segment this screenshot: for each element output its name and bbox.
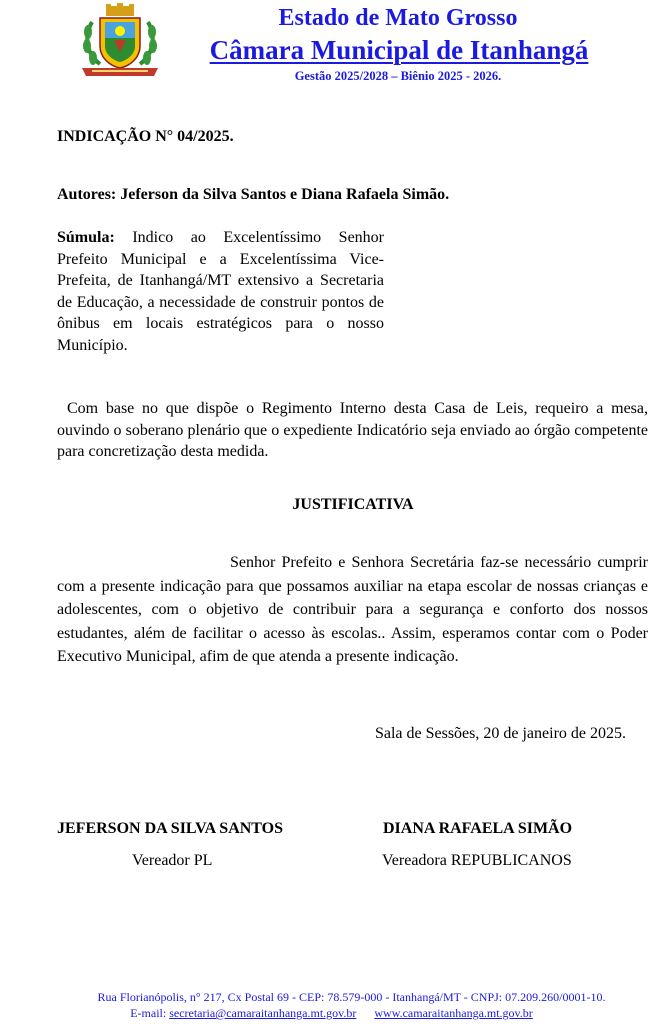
footer-email-label: E-mail: xyxy=(130,1006,170,1020)
header-term: Gestão 2025/2028 – Biênio 2025 - 2026. xyxy=(294,69,502,83)
signature-role-1: Vereador PL xyxy=(132,852,213,869)
footer-contacts xyxy=(0,1006,663,1020)
signature-name-1: JEFERSON DA SILVA SANTOS xyxy=(57,820,284,837)
header-state: Estado de Mato Grosso xyxy=(278,5,518,31)
sumula-label: Súmula: xyxy=(57,229,115,246)
justification-paragraph: Senhor Prefeito e Senhora Secretária faz-se necessário cumprir com a presente indicação para que possamos auxiliar na etapa escolar de nossas crianças e adolescentes, com o objetivo de contribuir para a segurança e conforto dos nossos estudantes, além de facilitar o acesso às escolas.. Assim, esperamos contar com o Poder Executivo Municipal, afim de que atenda a presente indicação. xyxy=(57,554,648,666)
document-authors: Autores: Jeferson da Silva Santos e Diana Rafaela Simão. xyxy=(57,186,450,203)
signature-role-2: Vereadora REPUBLICANOS xyxy=(382,852,572,869)
place-date: Sala de Sessões, 20 de janeiro de 2025. xyxy=(374,725,626,742)
footer-website-link[interactable]: www.camaraitanhanga.mt.gov.br xyxy=(374,1006,533,1020)
footer-email-link[interactable]: secretaria@camaraitanhanga.mt.gov.br xyxy=(169,1006,357,1020)
municipal-coat-of-arms-icon xyxy=(78,2,162,82)
sumula-text: Indico ao Excelentíssimo Senhor Prefeito Municipal e a Excelentíssima Vice-Prefeita, de Itanhangá/MT extensivo a Secretaria de Educação, a necessidade de construir pontos de ônibus em locais estratégicos para o nosso Município. xyxy=(57,229,384,354)
header-chamber-name: Câmara Municipal de Itanhangá xyxy=(209,35,589,65)
request-paragraph: Com base no que dispõe o Regimento Interno desta Casa de Leis, requeiro a mesa, ouvindo o soberano plenário que o expediente Indicatório seja enviado ao órgão competente para concretização desta medida. xyxy=(57,400,648,460)
document-title: INDICAÇÃO N° 04/2025. xyxy=(57,128,234,145)
signature-name-2: DIANA RAFAELA SIMÃO xyxy=(383,820,573,837)
sumula-paragraph xyxy=(57,227,384,357)
justification-heading: JUSTIFICATIVA xyxy=(292,496,414,513)
footer-address: Rua Florianópolis, n° 217, Cx Postal 69 - CEP: 78.579-000 - Itanhangá/MT - CNPJ: 07.209.260/0001-10. xyxy=(97,990,606,1004)
